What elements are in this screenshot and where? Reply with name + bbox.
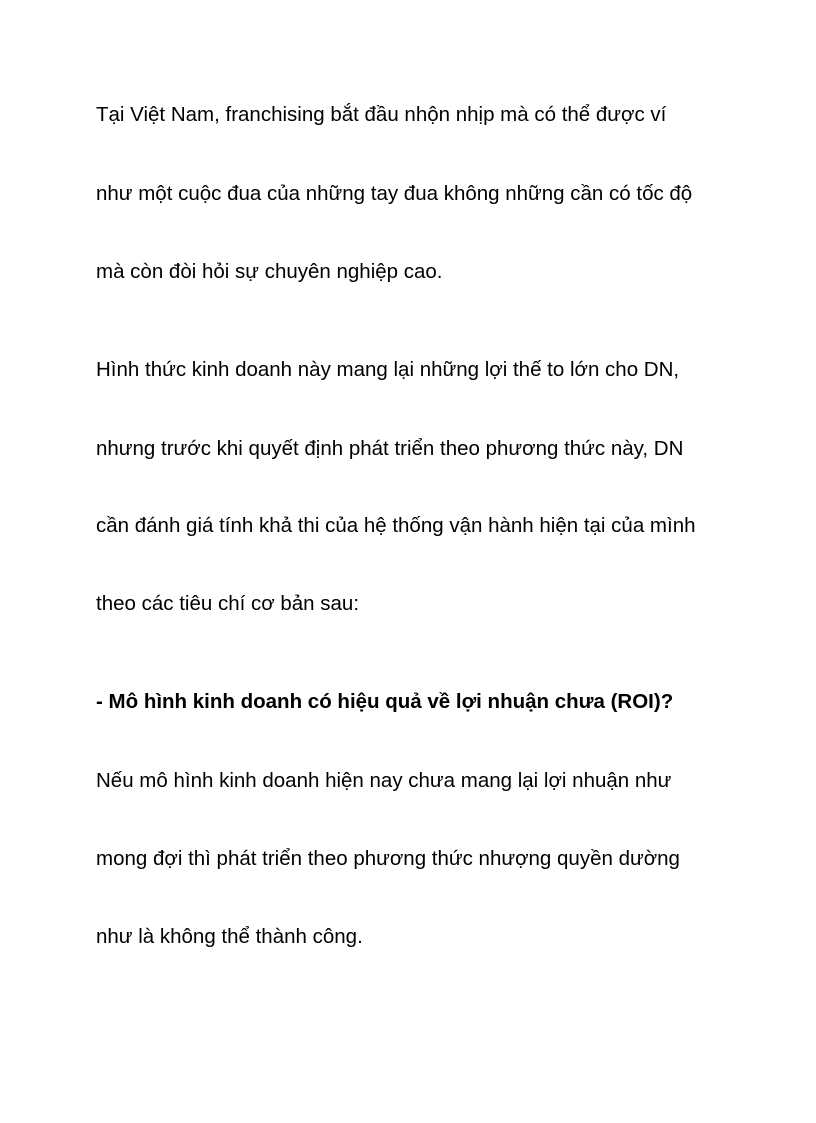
paragraph-2-line-2: nhưng trước khi quyết định phát triển theo phương thức này, DN	[96, 437, 684, 460]
paragraph-1-line-1: Tại Việt Nam, franchising bắt đầu nhộn nhịp mà có thể được ví	[96, 103, 667, 126]
paragraph-3-line-3: như là không thể thành công.	[96, 925, 363, 948]
paragraph-2-line-3: cần đánh giá tính khả thi của hệ thống vận hành hiện tại của mình	[96, 514, 696, 537]
paragraph-1-line-3: mà còn đòi hỏi sự chuyên nghiệp cao.	[96, 260, 443, 283]
paragraph-2-line-4: theo các tiêu chí cơ bản sau:	[96, 592, 360, 615]
section-heading: - Mô hình kinh doanh có hiệu quả về lợi nhuận chưa (ROI)?	[96, 690, 674, 713]
paragraph-3-line-1: Nếu mô hình kinh doanh hiện nay chưa mang lại lợi nhuận như	[96, 769, 672, 792]
paragraph-3-line-2: mong đợi thì phát triển theo phương thức nhượng quyền dường	[96, 847, 680, 870]
paragraph-2-line-1: Hình thức kinh doanh này mang lại những lợi thế to lớn cho DN,	[96, 358, 680, 381]
paragraph-1-line-2: như một cuộc đua của những tay đua không những cần có tốc độ	[96, 182, 693, 205]
